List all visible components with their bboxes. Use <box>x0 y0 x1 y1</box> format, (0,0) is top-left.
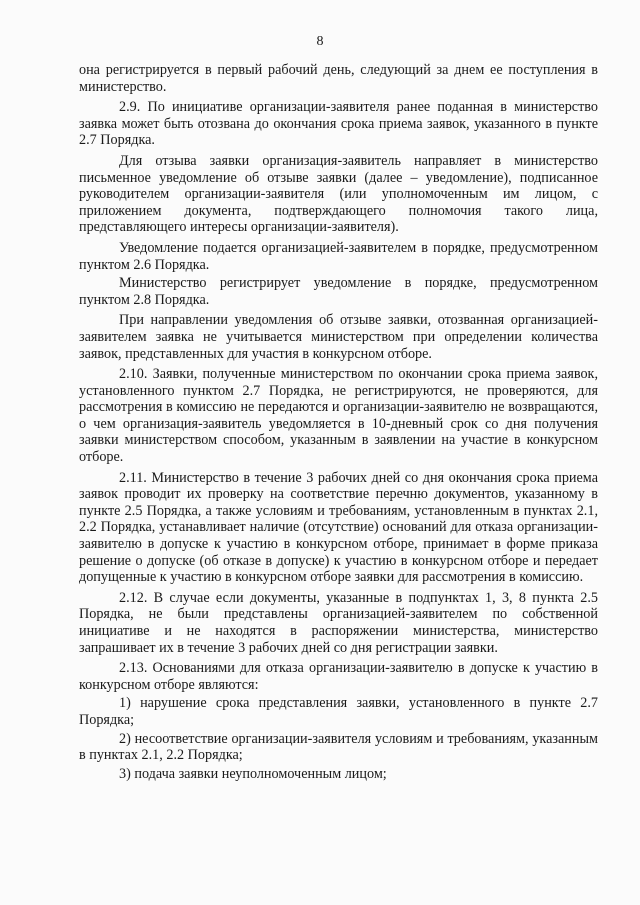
paragraph-notice-submission: Уведомление подается организацией-заявителем в порядке, предусмотренном пунктом 2.6 Порядка. <box>79 239 598 273</box>
clause-2-9: 2.9. По инициативе организации-заявителя ранее поданная в министерство заявка может быть отозвана до окончания срока приема заявок, указанного в пункте 2.7 Порядка. <box>79 99 598 149</box>
clause-2-11: 2.11. Министерство в течение 3 рабочих дней со дня окончания срока приема заявок проводит их проверку на соответствие перечню документов, указанному в пункте 2.5 Порядка, а также условиям и требованиям, установленным в пунктах 2.1, 2.2 Порядка, устанавливает наличие (отсутствие) оснований для отказа организации-заявителю в допуске к участию в конкурсном отборе, принимает в форме приказа решение о допуске (об отказе в допуске) к участию в конкурсном отборе и передает допущенные к участию в конкурсном отборе заявки для рассмотрения в комиссию. <box>79 469 598 586</box>
clause-2-12: 2.12. В случае если документы, указанные в подпунктах 1, 3, 8 пункта 2.5 Порядка, не были представлены организацией-заявителем по собственной инициативе и не находятся в распоряжении министерства, министерство запрашивает их в течение 3 рабочих дней со дня регистрации заявки. <box>79 589 598 656</box>
refusal-ground-1: 1) нарушение срока представления заявки, установленного в пункте 2.7 Порядка; <box>79 695 598 728</box>
page-number: 8 <box>316 34 324 49</box>
document-body <box>79 62 598 784</box>
clause-2-13: 2.13. Основаниями для отказа организации-заявителю в допуске к участию в конкурсном отборе являются: <box>79 660 598 693</box>
paragraph-withdrawn-application: При направлении уведомления об отзыве заявки, отозванная организацией-заявителем заявка не учитывается министерством при определении количества заявок, представленных для участия в конкурсном отборе. <box>79 312 598 362</box>
paragraph-notice-registration: Министерство регистрирует уведомление в порядке, предусмотренном пунктом 2.8 Порядка. <box>79 275 598 308</box>
refusal-ground-2: 2) несоответствие организации-заявителя условиям и требованиям, указанным в пунктах 2.1, 2.2 Порядка; <box>79 730 598 764</box>
paragraph-continuation: она регистрируется в первый рабочий день, следующий за днем ее поступления в министерство. <box>79 62 598 95</box>
clause-2-10: 2.10. Заявки, полученные министерством по окончании срока приема заявок, установленного пунктом 2.7 Порядка, не регистрируются, не проверяются, для рассмотрения в комиссию не передаются и организации-заявителю не возвращаются, о чем организация-заявитель уведомляется в 10-дневный срок со дня получения заявки министерством способом, указанным в заявлении на участие в конкурсном отборе. <box>79 366 598 466</box>
refusal-ground-3: 3) подача заявки неуполномоченным лицом; <box>119 765 387 782</box>
paragraph-withdrawal-notice: Для отзыва заявки организация-заявитель направляет в министерство письменное уведомление об отзыве заявки (далее – уведомление), подписанное руководителем организации-заявителя (или уполномоченным им лицом, с приложением документа, подтверждающего полномочия такого лица, представляющего интересы организации-заявителя). <box>79 152 598 236</box>
